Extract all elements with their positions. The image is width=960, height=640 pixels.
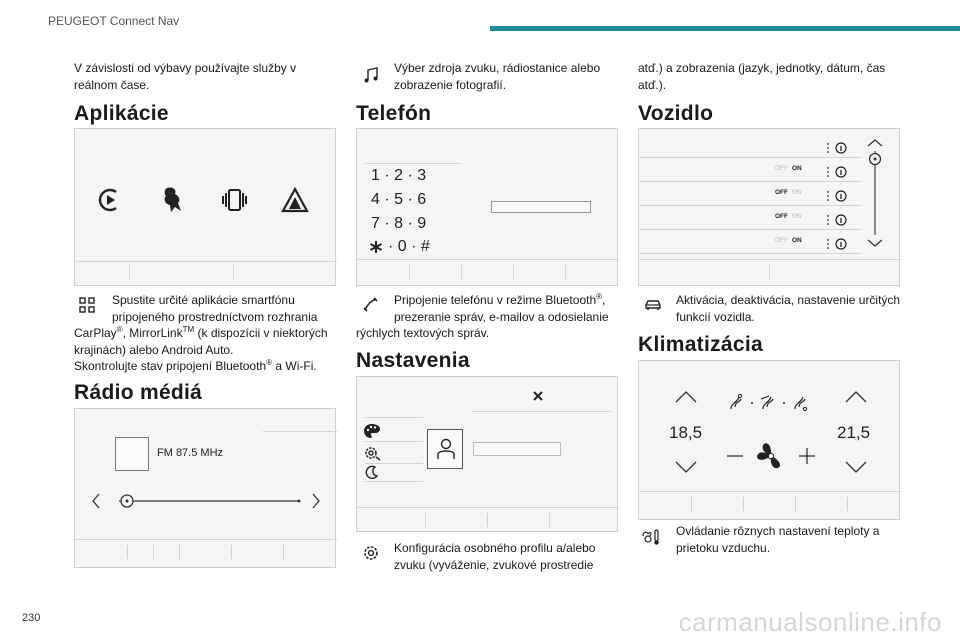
mirrorlink-icon xyxy=(221,187,249,213)
profile-name-field xyxy=(473,442,561,456)
fan-icon xyxy=(756,443,782,469)
climate-heading: Klimatizácia xyxy=(638,333,763,356)
radio-heading: Rádio médiá xyxy=(74,381,203,404)
toggle-switch: OFF ON xyxy=(775,213,802,220)
screen-tab-divider xyxy=(283,545,284,559)
keypad-row: · 0 · # xyxy=(388,238,430,255)
phone-screen-illustration xyxy=(356,128,618,286)
screen-divider xyxy=(365,417,423,418)
info-icon xyxy=(827,143,846,153)
info-icons-column xyxy=(825,139,849,251)
temp-left-value: 18,5 xyxy=(669,423,703,442)
screen-tab-divider xyxy=(691,497,692,511)
car-icon xyxy=(644,296,662,314)
toggle-switch: OFF ON xyxy=(775,237,802,244)
settings-screen-illustration xyxy=(356,376,618,532)
screen-divider xyxy=(75,261,337,262)
star-key-icon xyxy=(369,240,383,254)
climate-description: Ovládanie rôznych nastavení teploty a prietoku vzduchu. xyxy=(676,524,880,555)
keypad-row: 1 · 2 · 3 xyxy=(371,167,427,184)
peugeot-lion-icon xyxy=(159,185,185,215)
screen-tab-divider xyxy=(487,513,488,527)
screen-divider xyxy=(357,507,619,508)
screen-tab-divider xyxy=(233,265,234,279)
screen-tab-divider xyxy=(847,497,848,511)
screen-tab-divider xyxy=(129,265,130,279)
intro-paragraph: V závislosti od výbavy používajte služby v reálnom čase. xyxy=(74,61,297,92)
music-note-icon xyxy=(362,66,380,84)
screen-divider xyxy=(75,539,337,540)
temp-right-up-icon xyxy=(845,391,867,403)
screen-tab-divider xyxy=(549,513,550,527)
profile-person-icon xyxy=(437,438,455,460)
watermark: carmanualsonline.info xyxy=(678,607,942,637)
screen-tab-divider xyxy=(461,265,462,279)
fan-speed-control xyxy=(727,441,815,471)
carplay-icon xyxy=(97,187,123,213)
phone-heading: Telefón xyxy=(356,102,432,125)
header-accent-bar xyxy=(490,26,960,31)
screen-divider xyxy=(365,441,423,442)
audio-settings-icon xyxy=(363,445,381,461)
vehicle-description: Aktivácia, deaktivácia, nastavenie určitých funkcií vozidla. xyxy=(676,293,901,324)
tuning-slider xyxy=(89,491,323,511)
settings-heading: Nastavenia xyxy=(356,349,470,372)
palette-icon xyxy=(363,423,381,439)
scroll-control xyxy=(865,137,885,249)
number-display-field xyxy=(491,201,591,213)
screen-tab-divider xyxy=(795,497,796,511)
screen-tab-divider xyxy=(513,265,514,279)
climate-controls-icon xyxy=(642,528,660,546)
temp-right-down-icon xyxy=(845,461,867,473)
screen-divider xyxy=(639,259,901,260)
screen-tab-divider xyxy=(409,265,410,279)
screen-divider xyxy=(357,259,619,260)
settings-description-continued: atď.) a zobrazenia (jazyk, jednotky, dátum, čas atď.). xyxy=(638,61,886,92)
screen-tab-divider xyxy=(743,497,744,511)
screen-divider xyxy=(639,491,901,492)
station-frequency: FM 87.5 MHz xyxy=(157,447,224,459)
screen-tab-divider xyxy=(565,265,566,279)
station-logo-placeholder xyxy=(115,437,149,471)
screen-divider xyxy=(263,431,337,432)
close-icon xyxy=(533,391,543,401)
phone-description: Pripojenie telefónu v režime Bluetooth®, prezeranie správ, e-mailov a odosielanie rýchlych textových správ. xyxy=(356,292,609,340)
screen-tab-divider xyxy=(231,545,232,559)
running-header: PEUGEOT Connect Nav xyxy=(48,14,180,28)
night-mode-icon xyxy=(365,465,379,479)
screen-tab-divider xyxy=(127,545,128,559)
climate-screen-illustration xyxy=(638,360,900,520)
radio-screen-illustration xyxy=(74,408,336,568)
screen-tab-divider xyxy=(769,265,770,279)
temp-left-up-icon xyxy=(675,391,697,403)
keypad-row: 7 · 8 · 9 xyxy=(371,215,427,232)
page-number: 230 xyxy=(22,612,41,624)
airflow-modes-icon xyxy=(727,393,815,413)
screen-divider xyxy=(365,163,461,164)
screen-divider xyxy=(365,481,423,482)
screen-tab-divider xyxy=(179,545,180,559)
settings-gear-icon xyxy=(362,544,380,562)
temp-right-value: 21,5 xyxy=(837,423,871,442)
vehicle-heading: Vozidlo xyxy=(638,102,714,125)
temp-left-down-icon xyxy=(675,461,697,473)
screen-tab-divider xyxy=(153,545,154,559)
vehicle-screen-illustration xyxy=(638,128,900,286)
toggle-switch: OFF ON xyxy=(775,189,802,196)
profile-tile xyxy=(427,429,463,469)
screen-divider xyxy=(365,463,423,464)
apps-heading: Aplikácie xyxy=(74,102,169,125)
android-auto-icon xyxy=(281,187,309,213)
screen-divider xyxy=(471,411,611,412)
keypad-row: 4 · 5 · 6 xyxy=(371,191,427,208)
radio-description: Výber zdroja zvuku, rádiostanice alebo zobrazenie fotografií. xyxy=(394,61,601,92)
screen-tab-divider xyxy=(425,513,426,527)
settings-description: Konfigurácia osobného profilu a/alebo zvuku (vyváženie, zvukové prostredie xyxy=(394,541,596,572)
apps-description: Spustite určité aplikácie smartfónu pripojeného prostredníctvom rozhrania CarPlay®, MirrorLink™ (k dispozícii v niektorých krajinách) alebo Android Auto. Skontrolujte stav pripojení Bluetooth® a Wi-Fi. xyxy=(74,293,328,373)
screen-divider xyxy=(639,253,861,254)
toggle-switch: OFF ON xyxy=(775,165,802,172)
apps-screen-illustration xyxy=(74,128,336,286)
